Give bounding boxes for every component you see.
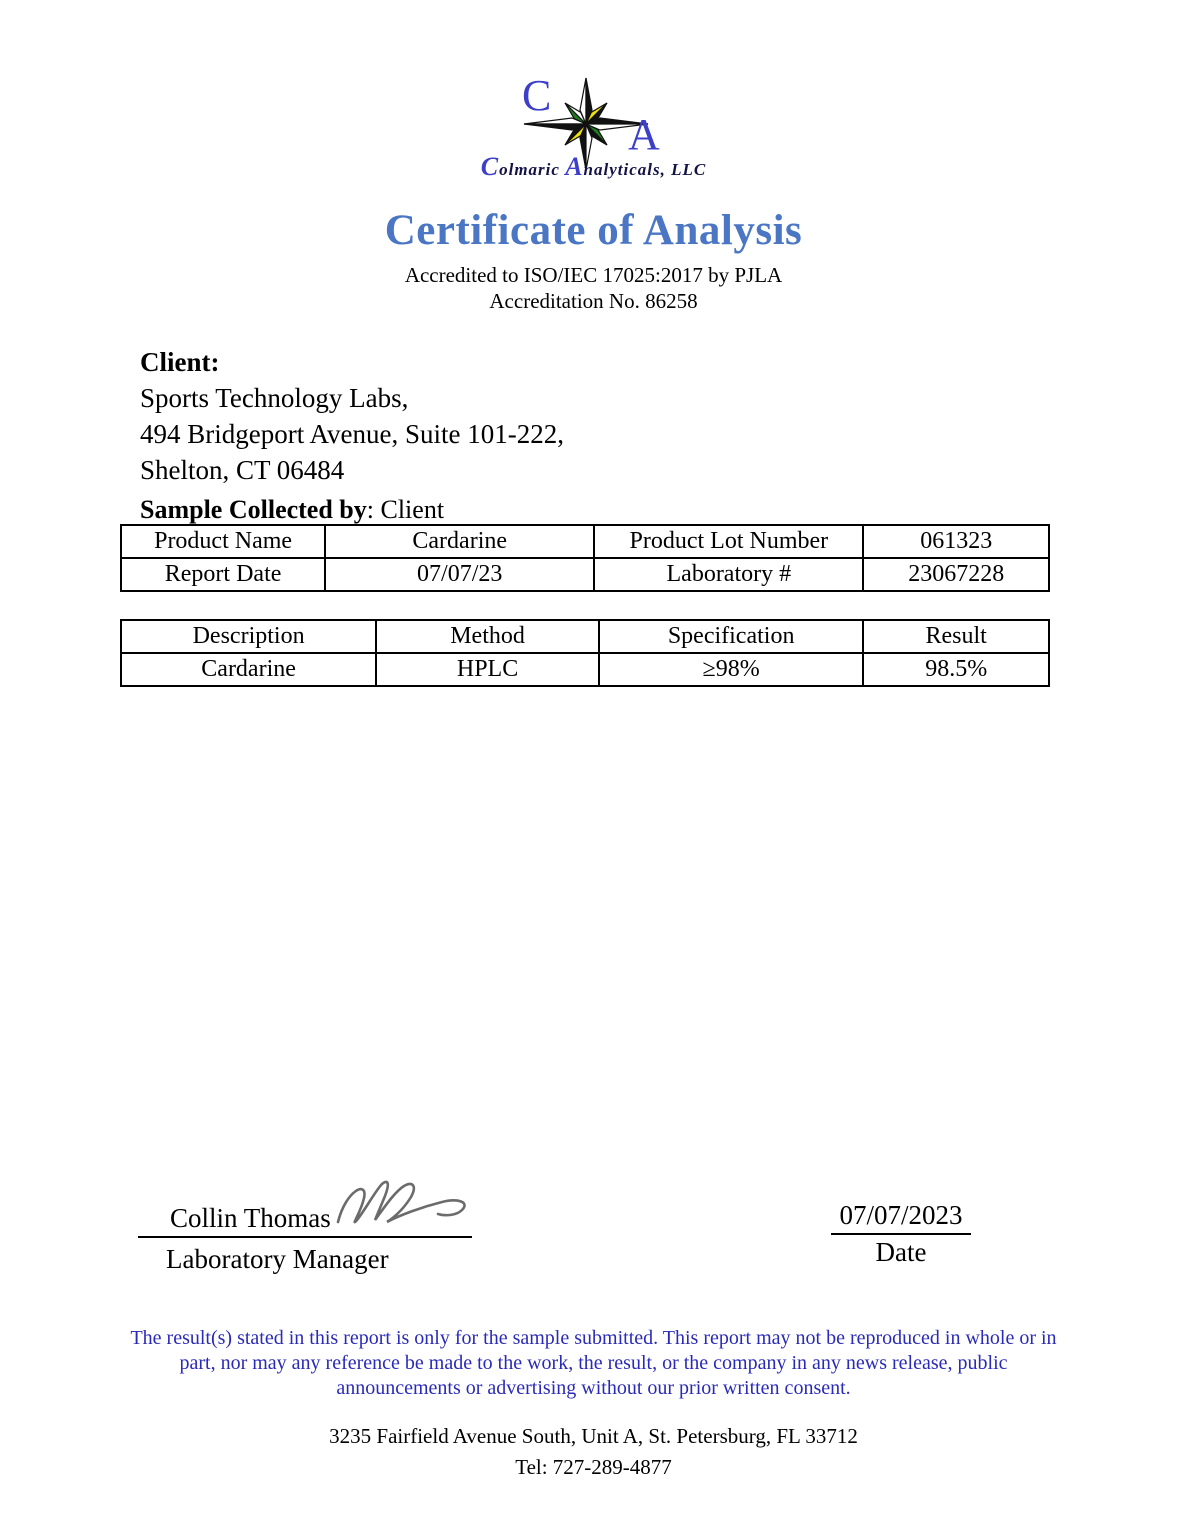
sample-collected-value: : Client xyxy=(366,495,445,524)
page-title: Certificate of Analysis xyxy=(384,207,803,254)
info-cell-product-name-label: Product Name xyxy=(121,525,325,558)
footer-address: 3235 Fairfield Avenue South, Unit A, St. Petersburg, FL 33712 xyxy=(329,1424,858,1448)
logo-company-name xyxy=(0,152,1187,182)
logo-company-text-2: nalyticals, LLC xyxy=(583,160,707,179)
logo-company-initial-a: A xyxy=(565,152,584,181)
table-row xyxy=(121,653,1049,686)
logo-letter-a: A xyxy=(627,110,660,159)
info-cell-lot-number-value: 061323 xyxy=(863,525,1049,558)
results-header-method: Method xyxy=(376,620,599,653)
sample-info-table xyxy=(120,524,1050,592)
info-cell-lab-number-label: Laboratory # xyxy=(594,558,863,591)
results-header-specification: Specification xyxy=(599,620,863,653)
logo-company-initial-c: C xyxy=(480,152,500,181)
results-cell-method: HPLC xyxy=(376,653,599,686)
accreditation-line-1: Accredited to ISO/IEC 17025:2017 by PJLA xyxy=(404,263,783,287)
signatory-role: Laboratory Manager xyxy=(166,1244,389,1274)
info-cell-report-date-label: Report Date xyxy=(121,558,325,591)
signature-scribble-icon xyxy=(330,1174,482,1238)
client-address-1: 494 Bridgeport Avenue, Suite 101-222, xyxy=(140,419,564,449)
date-block xyxy=(816,1200,986,1268)
info-cell-report-date-value: 07/07/23 xyxy=(325,558,594,591)
accreditation-line-2: Accreditation No. 86258 xyxy=(489,289,698,313)
results-cell-result: 98.5% xyxy=(863,653,1049,686)
table-row xyxy=(121,525,1049,558)
results-cell-description: Cardarine xyxy=(121,653,376,686)
logo-letter-c: C xyxy=(521,72,551,120)
logo-company-text-1: olmaric xyxy=(499,160,566,179)
info-cell-lot-number-label: Product Lot Number xyxy=(594,525,863,558)
table-header-row xyxy=(121,620,1049,653)
footer-block xyxy=(0,1421,1187,1483)
signature-line xyxy=(138,1198,472,1238)
sample-collected-label: Sample Collected by xyxy=(140,495,367,524)
results-cell-specification: ≥98% xyxy=(599,653,863,686)
signature-date-value: 07/07/2023 xyxy=(831,1200,970,1235)
client-address-2: Shelton, CT 06484 xyxy=(140,455,345,485)
info-cell-product-name-value: Cardarine xyxy=(325,525,594,558)
table-row xyxy=(121,558,1049,591)
results-table xyxy=(120,619,1050,687)
info-cell-lab-number-value: 23067228 xyxy=(863,558,1049,591)
client-heading: Client: xyxy=(140,347,220,377)
client-block xyxy=(140,344,564,488)
footer-phone: Tel: 727-289-4877 xyxy=(515,1455,672,1479)
signatory-name: Collin Thomas xyxy=(170,1203,331,1233)
disclaimer-text: The result(s) stated in this report is only for the sample submitted. This report may not be reproduced in whole or in part, nor may any reference be made to the work, the result, or the company in any news release, public announcements or advertising without our prior written consent. xyxy=(130,1327,1057,1399)
signature-date-label: Date xyxy=(875,1237,927,1267)
results-header-description: Description xyxy=(121,620,376,653)
client-name: Sports Technology Labs, xyxy=(140,383,409,413)
results-header-result: Result xyxy=(863,620,1049,653)
sample-collected-line xyxy=(140,495,444,525)
accreditation-block xyxy=(0,262,1187,314)
